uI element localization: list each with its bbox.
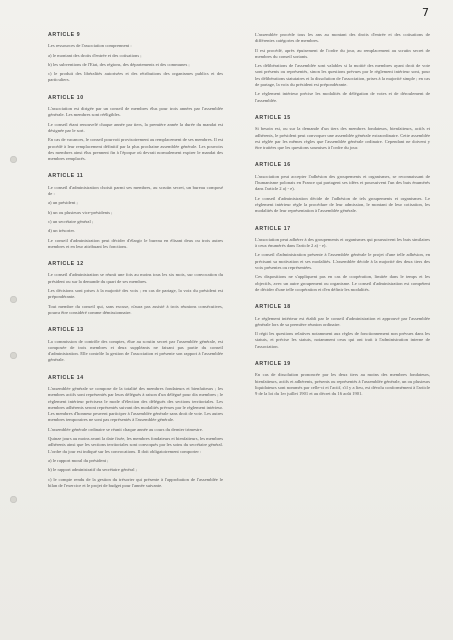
punch-hole [10, 352, 17, 359]
article-paragraph: b) les subventions de l'Etat, des régions, des départements et des communes ; [48, 61, 190, 67]
article-paragraph: L'association est dirigée par un conseil de membres élus pour trois années par l'assemblée générale. Les membres sont rééligibles. [48, 106, 223, 118]
punch-hole [10, 156, 17, 163]
article-paragraph: Il régit les questions relatives notamment aux règles de fonctionnement non prévues dans les statuts, et précise les statuts, notamment ceux qui ont trait à l'administration interne de l'association. [255, 331, 430, 349]
article-paragraph: Tout membre du conseil qui, sans excuse, n'aura pas assisté à trois réunions consécutives, pourra être considéré comme démissionnaire. [48, 303, 223, 315]
article-paragraph: a) un président ; [48, 200, 78, 206]
page-number: 7 [422, 6, 429, 19]
article-paragraph: Il est procédé, après épuisement de l'ordre du jour, au remplacement au scrutin secret de membres du conseil sortants. [255, 47, 430, 59]
right-column [255, 32, 430, 408]
article-paragraph: L'association peut adhérer à des groupements et organismes qui poursuivent les buts similaires à ceux énumérés dans l'article 2 a) - e). [255, 236, 430, 249]
article-section [48, 95, 223, 163]
article-heading: ARTICLE 9 [48, 32, 81, 38]
article-heading: ARTICLE 10 [48, 94, 84, 101]
article-paragraph: Le conseil étant renouvelé chaque année par tiers, la première année la durée du mandat est désignée par le sort. [48, 121, 223, 133]
article-section [255, 115, 430, 151]
article-paragraph: b) un ou plusieurs vice-présidents ; [48, 209, 113, 215]
article-paragraph: Le conseil d'administration décide de l'adhésion de tels groupements et organismes. Le règlement intérieur règle la procédure de leur admission, le montant de leur cotisation, les modalités de leur représentation à l'assemblée générale. [255, 195, 430, 214]
article-paragraph: L'assemblée générale ordinaire se réunit chaque année au cours du dernier trimestre. [48, 426, 203, 432]
article-section [255, 32, 430, 104]
article-paragraph: b) le rapport administratif du secrétaire général ; [48, 467, 137, 473]
article-heading: ARTICLE 11 [48, 173, 84, 180]
article-section [255, 361, 430, 397]
article-paragraph: c) le produit des libéralités autorisées et des rétributions des organismes publics et des particuliers. [48, 71, 223, 83]
article-section [48, 261, 223, 316]
binder-holes [10, 0, 20, 640]
left-column [48, 32, 223, 500]
article-paragraph: Le règlement intérieur est établi par le conseil d'administration et approuvé par l'assemblée générale lors de sa première réunion ordinaire. [255, 315, 430, 327]
article-section [255, 304, 430, 350]
article-heading: ARTICLE 12 [48, 261, 84, 268]
article-paragraph: Si besoin est, ou sur la demande d'un tiers des membres fondateurs, bienfaiteurs, actifs et adhérents, le président peut convoquer une assemblée générale extraordinaire. Cette assemblée est réglée par les mêmes règles que l'assemblée générale ordinaire. Cependant ne doivent y être traitées que les questions soumises à l'ordre du jour. [255, 126, 430, 151]
article-paragraph: c) un secrétaire général ; [48, 218, 94, 224]
article-heading: ARTICLE 14 [48, 374, 84, 381]
article-heading: ARTICLE 18 [255, 304, 291, 311]
article-heading: ARTICLE 19 [255, 360, 291, 367]
article-heading: ARTICLE 15 [255, 114, 291, 121]
punch-hole [10, 496, 17, 503]
article-section [48, 375, 223, 489]
article-paragraph: Ces dispositions ne s'appliquent pas en cas de coopération, limitée dans le temps et les objectifs, avec un autre groupement ou organisme. Le conseil d'administration est compétent de décider d'une telle coopération et d'en définir les modalités. [255, 274, 430, 292]
article-paragraph: En cas de vacances, le conseil pourvoit provisoirement au remplacement de ses membres. Il est procédé à leur remplacement définitif par la plus prochaine assemblée générale. Les pouvoirs des membres ainsi élus prennent fin à l'époque où devrait normalement expirer le mandat des membres remplacés. [48, 137, 224, 162]
article-section [48, 173, 223, 250]
article-section [255, 162, 430, 214]
article-paragraph: d) un trésorier. [48, 228, 75, 234]
article-paragraph: c) le compte rendu de la gestion du trésorier qui présente à l'approbation de l'assemblée le bilan de l'exercice et le projet de budget pour l'année suivante. [48, 476, 223, 488]
punch-hole [10, 296, 17, 303]
article-paragraph: Le conseil d'administration se réunit une fois au moins tous les six mois, sur convocation du président ou sur la demande du quart de ses membres. [48, 272, 223, 284]
article-heading: ARTICLE 13 [48, 327, 84, 334]
article-paragraph: Le conseil d'administration peut décider d'élargir le bureau en élisant deux ou trois autres membres et en leur attribuant les fonctions. [48, 237, 223, 249]
article-paragraph: En cas de dissolution prononcée par les deux tiers au moins des membres fondateurs, bienfaiteurs, actifs et adhérents, présents ou représentés à l'assemblée générale, un ou plusieurs liquidateurs sont nommés par celle-ci et l'actif, s'il y a lieu, est dévolu conformément à l'article 9 de la loi du 1er juillet 1901 et au décret du 16 août 1901. [255, 372, 430, 397]
article-paragraph: a) le montant des droits d'entrée et des cotisations ; [48, 52, 142, 58]
article-paragraph: L'assemblée générale se compose de la totalité des membres fondateurs et bienfaiteurs ; les membres actifs sont représentés par leurs délégués à raison d'un délégué pour dix membres ; le règlement intérieur précisera le mode d'élection des délégués des sections territoriales. Les membres adhérents seront représentés suivant des modalités prévues par le règlement intérieur. Les membres d'honneur peuvent participer à l'assemblée générale sans droit de vote. Les autres membres temporaires ne sont pas représentés à l'assemblée générale. [48, 385, 223, 423]
article-heading: ARTICLE 16 [255, 162, 291, 169]
article-paragraph: Les décisions sont prises à la majorité des voix ; en cas de partage, la voix du président est prépondérante. [48, 288, 223, 300]
article-paragraph: Le conseil d'administration présente à l'assemblée générale le projet d'une telle adhésion, en précisant sa motivation et ses modalités. L'assemblée décide à la majorité des deux tiers des voix présentes ou représentées. [255, 252, 430, 271]
article-section [255, 226, 430, 294]
article-paragraph: a) le rapport moral du président ; [48, 457, 109, 463]
article-paragraph: Le règlement intérieur précise les modalités de délégation de votes et de déroulement de l'assemblée. [255, 91, 430, 103]
article-paragraph: Les ressources de l'association comprennent : [48, 43, 132, 49]
article-section [48, 327, 223, 363]
article-paragraph: Quinze jours au moins avant la date fixée, les membres fondateurs et bienfaiteurs, les membres adhérents ainsi que les sections territoriales sont convoqués par les soins du secrétaire général. L'ordre du jour est indiqué sur les convocations. Il doit obligatoirement comporter : [48, 436, 223, 454]
article-section [48, 32, 223, 84]
article-paragraph: Le conseil d'administration choisit parmi ses membres, au scrutin secret, un bureau composé de : [48, 184, 223, 197]
article-paragraph: Les délibérations de l'assemblée sont valables si la moitié des membres ayant droit de vote sont présents ou représentés, sinon les questions prévues par le règlement intérieur sont, pour les délibérations statutaires et la dissolution de l'association, prises à la majorité simple ; en cas de partage, la voix du président est prépondérante. [255, 63, 430, 88]
article-paragraph: L'assemblée procède tous les ans au montant des droits d'entrée et des cotisations de différentes catégories de membres. [255, 32, 430, 44]
article-paragraph: L'association peut accepter l'adhésion des groupements et organismes, se reconnaissant de l'humanisme polonais en France qui partagent ses idées et poursuivent l'un des buts énumérés dans l'article 2 a) - e). [255, 173, 430, 192]
article-paragraph: La commission de contrôle des comptes, élue au scrutin secret par l'assemblée générale, est composée de trois membres et deux suppléants ne faisant pas partie du conseil d'administration. Elle contrôle la gestion de l'association et présente son rapport à l'assemblée générale. [48, 338, 223, 363]
article-heading: ARTICLE 17 [255, 225, 291, 232]
